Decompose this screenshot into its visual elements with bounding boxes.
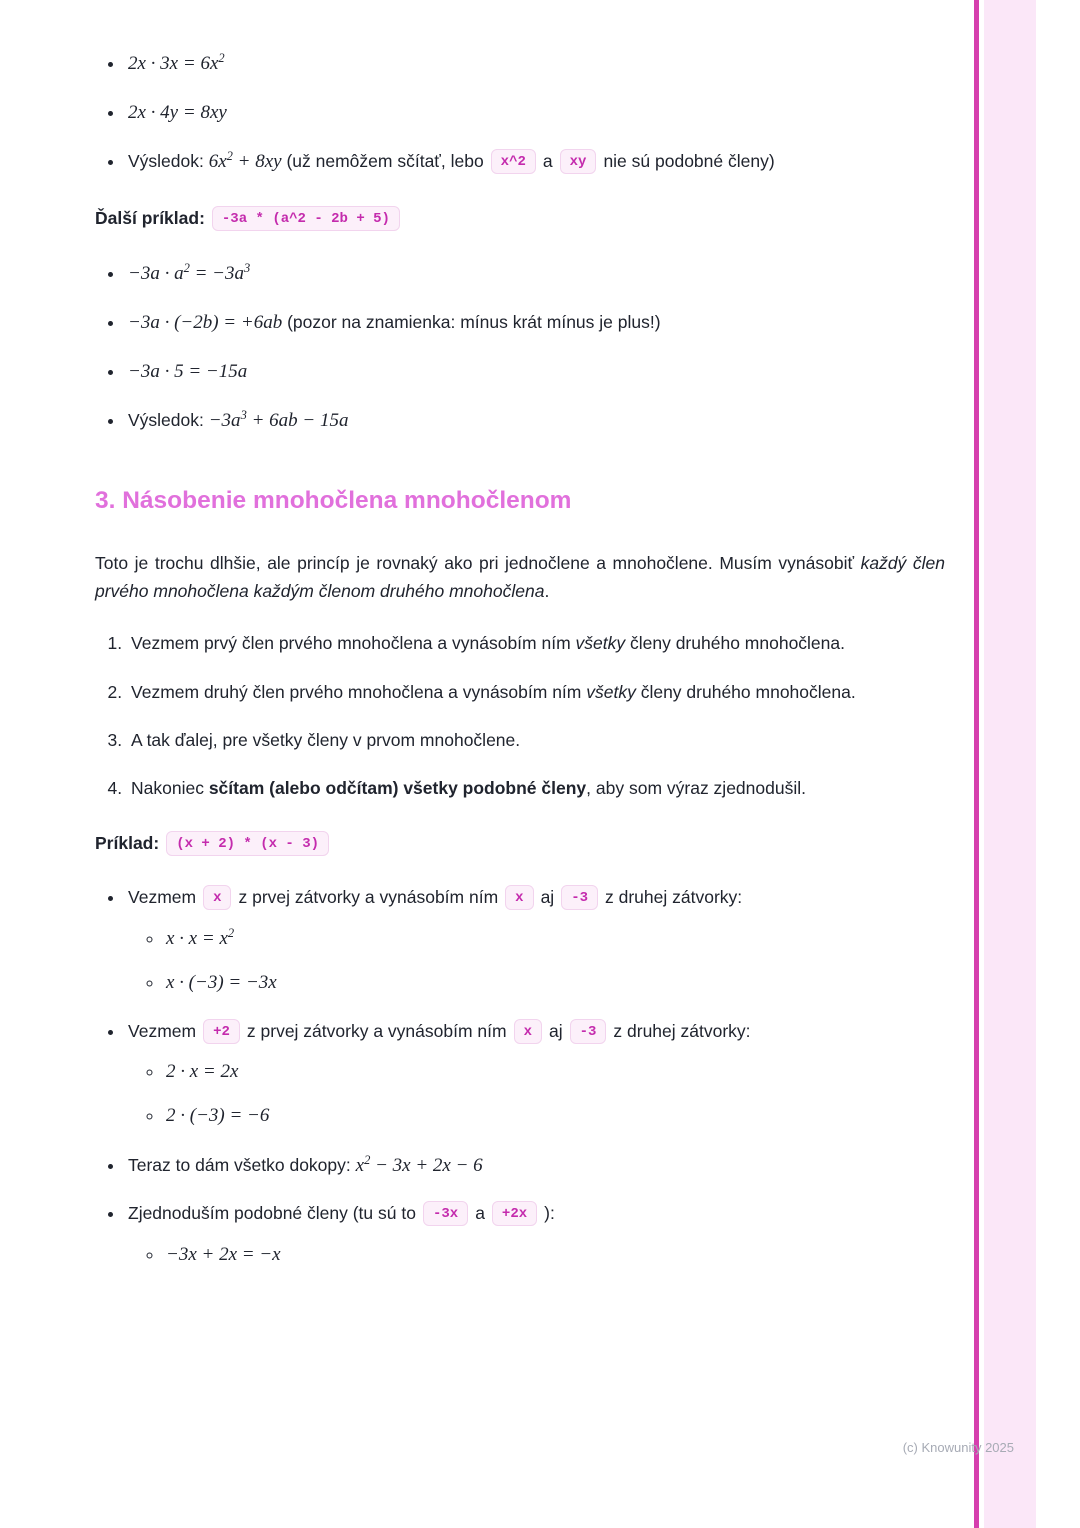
text-segment: Nakoniec <box>131 778 209 799</box>
list-item <box>125 146 945 178</box>
text-segment: Teraz to dám všetko dokopy: <box>128 1154 356 1175</box>
inline-code-chip: (x + 2) * (x - 3) <box>166 831 329 856</box>
text-segment: z prvej zátvorky a vynásobím ním <box>238 887 499 908</box>
math-expression: 2 · (−3) = −6 <box>166 1104 270 1126</box>
list-item <box>125 258 945 290</box>
text-segment: a <box>475 1203 485 1224</box>
text-segment: (pozor na znamienka: mínus krát mínus je plus!) <box>282 311 661 332</box>
list-item <box>125 1150 945 1182</box>
list-item <box>125 1017 945 1132</box>
text-segment: Toto je trochu dlhšie, ale princíp je rovnaký ako pri jednočlene a mnohočlene. Musím vynásobiť <box>95 552 861 573</box>
inline-code-chip: +2x <box>492 1201 537 1226</box>
numbered-steps-list <box>95 629 945 802</box>
math-expression: 6x <box>208 151 227 173</box>
intro-paragraph <box>95 549 945 606</box>
inline-code-chip: -3a * (a^2 - 2b + 5) <box>212 206 400 231</box>
inline-code-chip: x^2 <box>491 149 536 174</box>
text-segment: členy druhého mnohočlena. <box>635 681 856 702</box>
example-label: Príklad: <box>95 832 160 853</box>
math-superscript: 3 <box>240 408 247 423</box>
list-item <box>125 405 945 437</box>
sub-bullet-list <box>128 923 945 998</box>
math-superscript: 2 <box>226 149 233 164</box>
italic-text: všetky <box>575 633 626 654</box>
math-expression: 2x · 4y = 8xy <box>128 101 227 123</box>
list-item <box>125 48 945 80</box>
inline-code-chip: x <box>514 1019 542 1044</box>
math-expression: −3x + 2x = −x <box>166 1243 281 1265</box>
math-expression: x <box>355 1154 365 1176</box>
example-label: Ďalší príklad: <box>95 207 205 228</box>
bullet-list-monomial-results <box>95 48 945 178</box>
text-segment: nie sú podobné členy) <box>603 151 775 172</box>
numbered-item <box>127 629 945 657</box>
list-item <box>125 1199 945 1270</box>
sub-list-item <box>164 1101 945 1132</box>
math-expression: 2 · x = 2x <box>166 1061 239 1083</box>
copyright-text: (c) Knowunity 2025 <box>902 1440 1014 1455</box>
text-segment: aj <box>540 887 555 908</box>
text-segment: Vezmem druhý člen prvého mnohočlena a vynásobím ním <box>131 681 587 702</box>
text-segment: Vezmem <box>128 1020 197 1041</box>
bullet-list-example-steps <box>95 258 945 437</box>
inline-code-chip: x <box>505 885 533 910</box>
bold-text: sčítam (alebo odčítam) všetky podobné členy <box>208 778 587 799</box>
example-label-line <box>95 829 945 857</box>
text-segment: Vezmem prvý člen prvého mnohočlena a vynásobím ním <box>131 633 576 654</box>
text-segment: (už nemôžem sčítať, lebo <box>281 151 484 172</box>
text-segment: Výsledok: <box>128 151 209 172</box>
section-heading: 3. Násobenie mnohočlena mnohočlenom <box>95 487 572 515</box>
sub-bullet-list <box>128 1240 945 1271</box>
math-expression: −3a · a <box>128 263 184 285</box>
text-segment: ): <box>544 1203 555 1224</box>
sub-list-item <box>164 923 945 955</box>
math-superscript: 3 <box>243 261 251 276</box>
text-segment: . <box>544 581 550 602</box>
italic-text: každý člen prvého mnohočlena každým členom druhého mnohočlena <box>95 552 945 602</box>
numbered-item <box>127 726 945 754</box>
bullet-list-binomial-steps <box>95 883 945 1270</box>
list-item <box>125 883 945 999</box>
text-segment: Vezmem <box>128 887 197 908</box>
math-superscript: 2 <box>183 261 190 276</box>
math-superscript: 2 <box>227 926 235 941</box>
math-expression: + 6ab − 15a <box>246 410 349 432</box>
inline-code-chip: x <box>203 885 231 910</box>
math-superscript: 2 <box>218 51 225 65</box>
side-accent-band <box>984 0 1036 1528</box>
math-superscript: 2 <box>364 1152 371 1167</box>
math-expression: −3a · (−2b) = +6ab <box>128 311 283 333</box>
math-expression: − 3x + 2x − 6 <box>370 1154 483 1176</box>
text-segment: a <box>542 151 553 172</box>
sub-list-item <box>164 1057 945 1088</box>
math-expression: −3a <box>208 410 241 432</box>
text-segment: z prvej zátvorky a vynásobím ním <box>246 1020 507 1041</box>
text-segment: z druhej zátvorky: <box>605 887 743 908</box>
math-expression: x · x = x <box>166 928 228 950</box>
math-expression: 2x · 3x = 6x <box>128 52 219 74</box>
inline-code-chip: -3 <box>561 885 598 910</box>
math-expression: −3a · 5 = −15a <box>128 360 248 382</box>
side-accent-line <box>974 0 979 1528</box>
example-label-line <box>95 204 945 232</box>
math-expression: = −3a <box>189 263 244 285</box>
list-item <box>125 357 945 388</box>
text-segment: Zjednoduším podobné členy (tu sú to <box>128 1203 416 1224</box>
sub-list-item <box>164 1240 945 1271</box>
text-segment: z druhej zátvorky: <box>613 1020 751 1041</box>
text-segment: Výsledok: <box>128 410 209 431</box>
math-expression: + 8xy <box>232 151 282 173</box>
italic-text: všetky <box>586 681 636 702</box>
text-segment: A tak ďalej, pre všetky členy v prvom mnohočlene. <box>131 730 521 751</box>
list-item <box>125 308 945 339</box>
list-item <box>125 98 945 129</box>
document-content <box>95 48 945 1296</box>
inline-code-chip: xy <box>560 149 597 174</box>
text-segment: členy druhého mnohočlena. <box>625 633 845 654</box>
math-expression: x · (−3) = −3x <box>166 972 277 994</box>
sub-list-item <box>164 968 945 999</box>
inline-code-chip: -3 <box>570 1019 607 1044</box>
numbered-item <box>127 774 945 802</box>
text-segment: , aby som výraz zjednodušil. <box>586 778 806 799</box>
text-segment: aj <box>548 1020 563 1041</box>
inline-code-chip: -3x <box>423 1201 468 1226</box>
sub-bullet-list <box>128 1057 945 1132</box>
inline-code-chip: +2 <box>203 1019 240 1044</box>
numbered-item <box>127 678 945 706</box>
